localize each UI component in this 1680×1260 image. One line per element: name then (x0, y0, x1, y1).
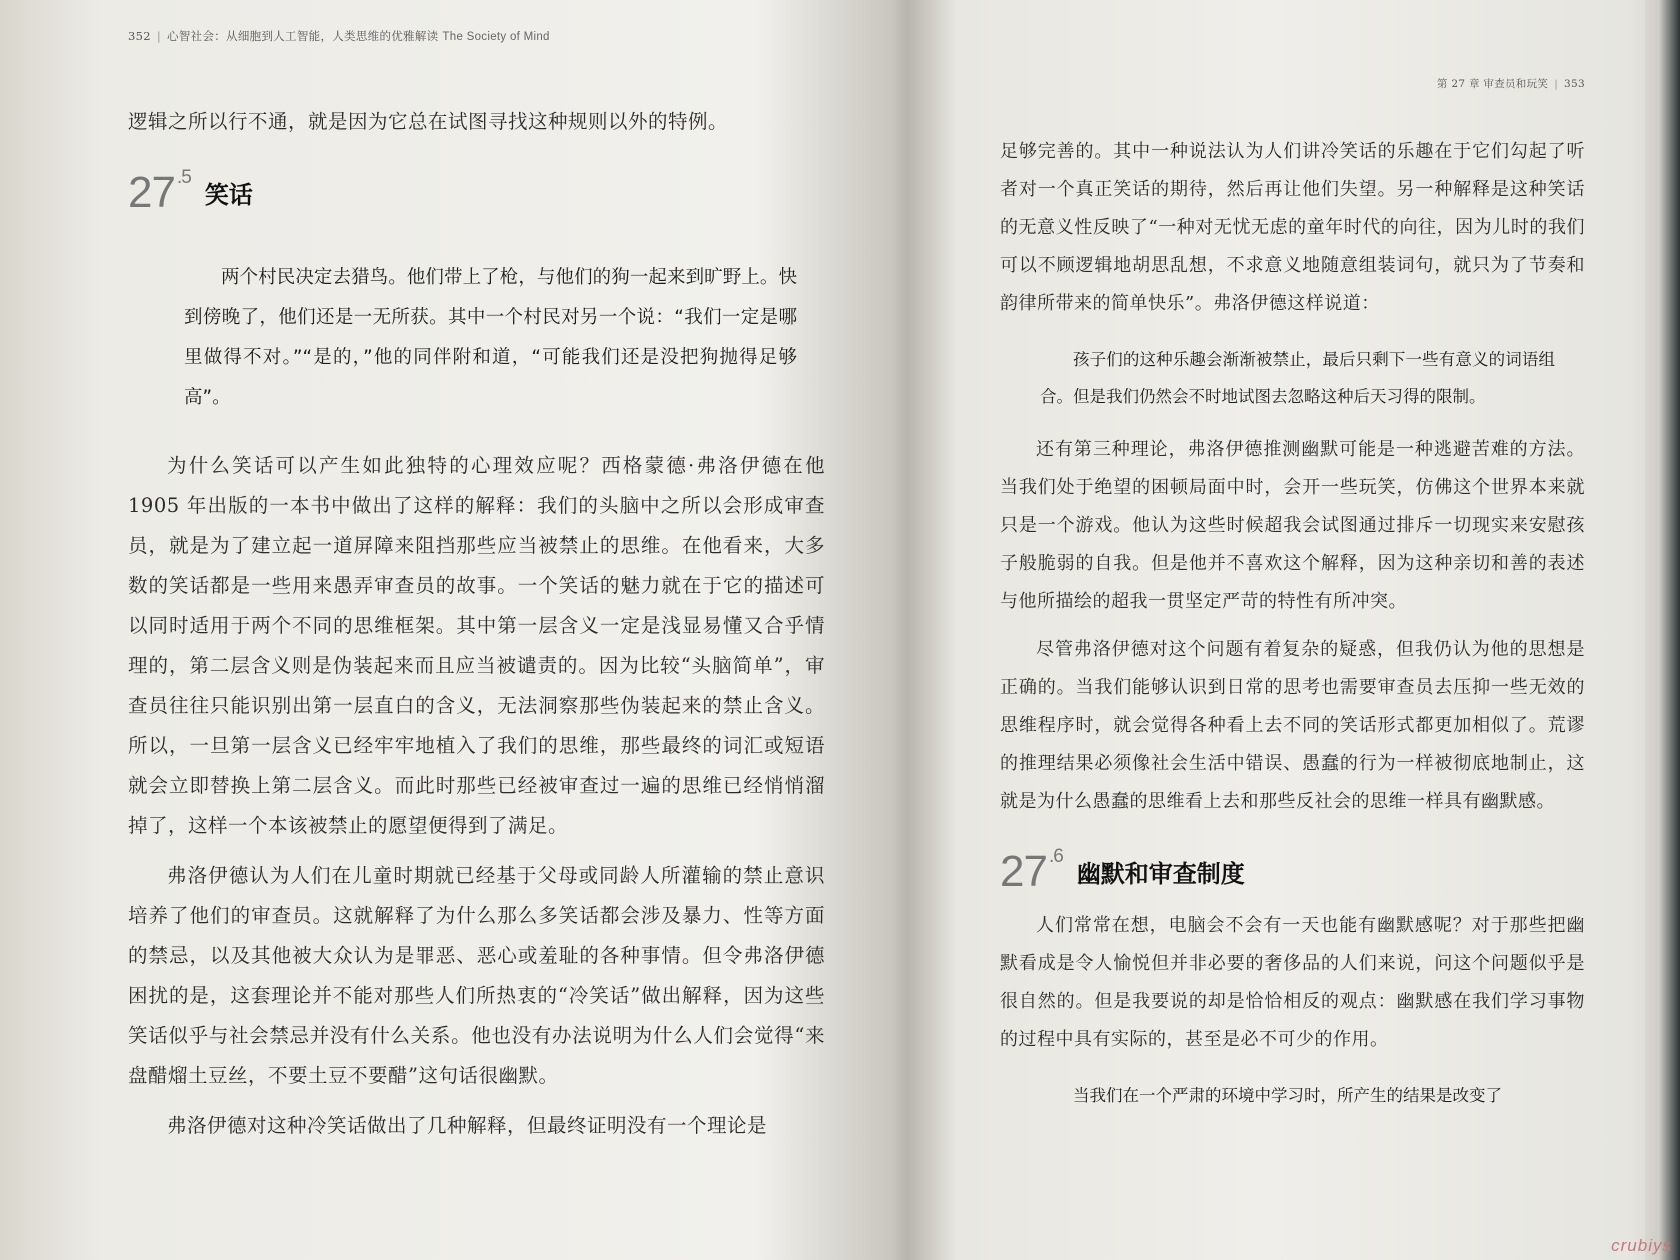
paragraph: 还有第三种理论，弗洛伊德推测幽默可能是一种逃避苦难的方法。当我们处于绝望的困顿局面中时，会开一些玩笑，仿佛这个世界本来就只是一个游戏。他认为这些时候超我会试图通过排斥一切现实来安慰孩子般脆弱的自我。但是他并不喜欢这个解释，因为这种亲切和善的表述与他所描绘的超我一贯坚定严苛的特性有所冲突。 (1000, 439, 1585, 612)
head-separator: | (1554, 78, 1559, 90)
carry-over-line: 逻辑之所以行不通，就是因为它总在试图寻找这种规则以外的特例。 (128, 110, 729, 133)
section-number: 27 $^{.6}$ (1000, 846, 1063, 896)
freud-quote: 孩子们的这种乐趣会渐渐被禁止，最后只剩下一些有意义的词语组合。但是我们仍然会不时地试图去忽略这种后天习得的限制。 (1040, 350, 1555, 406)
left-page-number: 352 (128, 29, 151, 43)
book-title-en: The Society of Mind (442, 31, 550, 43)
section-title: 幽默和审查制度 (1076, 859, 1245, 888)
paragraph: 人们常常在想，电脑会不会有一天也能有幽默感呢？对于那些把幽默看成是令人愉悦但并非必要的奢侈品的人们来说，问这个问题似乎是很自然的。但是我要说的却是恰恰相反的观点：幽默感在我们学习事物的过程中具有实际的，甚至是必不可少的作用。 (1000, 915, 1585, 1050)
book-title-cn: 心智社会：从细胞到人工智能，人类思维的优雅解读 (167, 29, 439, 43)
watermark: crubiys (1611, 1236, 1672, 1255)
page-stack-edge (1645, 0, 1680, 1260)
joke-quote: 两个村民决定去猎鸟。他们带上了枪，与他们的狗一起来到旷野上。快到傍晚了，他们还是一无所获。其中一个村民对另一个说：“我们一定是哪里做得不对。”“是的，”他的同伴附和道，“可能我们还是没把狗抛得足够高”。 (184, 267, 797, 408)
paragraph: 弗洛伊德对这种冷笑话做出了几种解释，但最终证明没有一个理论是 (167, 1114, 768, 1137)
left-running-head (128, 28, 825, 44)
paragraph: 尽管弗洛伊德对这个问题有着复杂的疑惑，但我仍认为他的思想是正确的。当我们能够认识到日常的思考也需要审查员去压抑一些无效的思维程序时，就会觉得各种看上去不同的笑话形式都更加相似了。荒谬的推理结果必须像社会生活中错误、愚蠢的行为一样被彻底地制止，这就是为什么愚蠢的思维看上去和那些反社会的思维一样具有幽默感。 (1000, 639, 1585, 812)
chapter-title: 审查员和玩笑 (1483, 78, 1549, 90)
section-heading-27-6 (1000, 835, 1585, 897)
paragraph: 为什么笑话可以产生如此独特的心理效应呢？西格蒙德·弗洛伊德在他 1905 年出版的一本书中做出了这样的解释：我们的头脑中之所以会形成审查员，就是为了建立起一道屏障来阻挡那些应当被禁止的思维。在他看来，大多数的笑话都是一些用来愚弄审查员的故事。一个笑话的魅力就在于它的描述可以同时适用于两个不同的思维框架。其中第一层含义一定是浅显易懂又合乎情理的，第二层含义则是伪装起来而且应当被谴责的。因为比较“头脑简单”，审查员往往只能识别出第一层直白的含义，无法洞察那些伪装起来的禁止含义。所以，一旦第一层含义已经牢牢地植入了我们的思维，那些最终的词汇或短语就会立即替换上第二层含义。而此时那些已经被审查过一遍的思维已经悄悄溜掉了，这样一个本该被禁止的愿望便得到了满足。 (128, 454, 825, 837)
right-page (905, 0, 1645, 1260)
head-separator: | (156, 29, 162, 43)
chapter-label: 第 27 章 (1436, 78, 1480, 90)
right-page-number: 353 (1564, 78, 1585, 90)
right-running-head (1000, 76, 1585, 91)
section-heading-27-5 (128, 156, 825, 218)
learning-quote: 当我们在一个严肃的环境中学习时，所产生的结果是改变了 (1073, 1086, 1502, 1105)
paragraph: 弗洛伊德认为人们在儿童时期就已经基于父母或同龄人所灌输的禁止意识培养了他们的审查员。这就解释了为什么那么多笑话都会涉及暴力、性等方面的禁忌，以及其他被大众认为是罪恶、恶心或羞耻的各种事情。但令弗洛伊德困扰的是，这套理论并不能对那些人们所热衷的“冷笑话”做出解释，因为这些笑话似乎与社会禁忌并没有什么关系。他也没有办法说明为什么人们会觉得“来盘醋熘土豆丝，不要土豆不要醋”这句话很幽默。 (128, 864, 825, 1087)
section-title: 笑话 (204, 180, 253, 209)
section-number: 27 $^{.5}$ (128, 167, 191, 217)
paragraph: 足够完善的。其中一种说法认为人们讲冷笑话的乐趣在于它们勾起了听者对一个真正笑话的期待，然后再让他们失望。另一种解释是这种笑话的无意义性反映了“一种对无忧无虑的童年时代的向往，因为儿时的我们可以不顾逻辑地胡思乱想，不求意义地随意组装词句，就只为了节奏和韵律所带来的简单快乐”。弗洛伊德这样说道： (1000, 141, 1585, 314)
